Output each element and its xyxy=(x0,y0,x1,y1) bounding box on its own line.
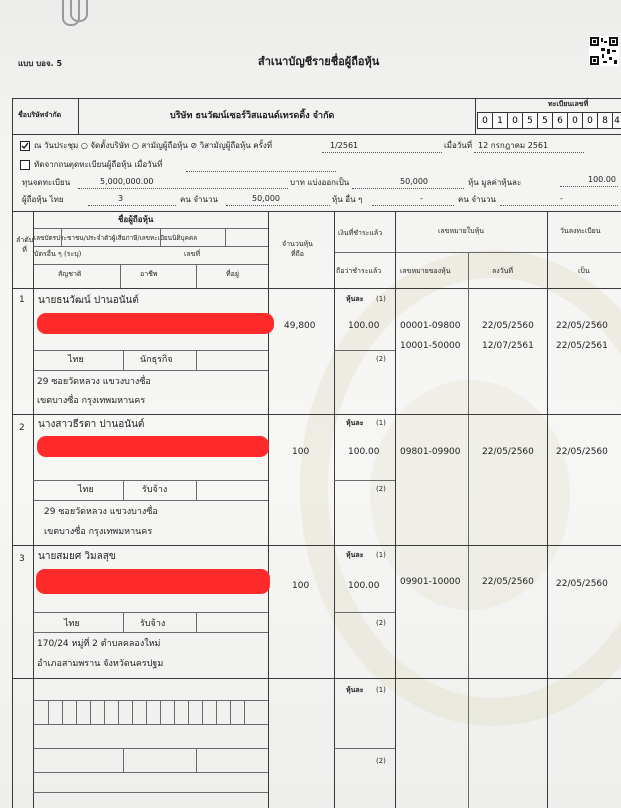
holders-other-label: หุ้น อื่น ๆ xyxy=(332,195,363,204)
note-1: (1) xyxy=(376,686,386,694)
transfer-text: ทัดจากถนตุดทะเบียนผู้ถือหุ้น เมื่อวันที่ xyxy=(34,160,163,169)
address-line2: เขตบางซื่อ กรุงเทพมหานคร xyxy=(37,396,146,406)
header-paid: เงินที่ชำระแล้ว xyxy=(338,229,383,237)
cert-number: 09901-10000 xyxy=(400,577,461,587)
shares-unit: หุ้น มูลค่าหุ้นละ xyxy=(468,178,522,187)
meeting-status-options: ณ วันประชุม ○ จัดตั้งบริษัท ○ สามัญผู้ถือหุ้น ⊘ วิสามัญผู้ถือหุ้น ครั้งที่ xyxy=(34,141,273,150)
shareholder-name: นายสมยศ วิมลสุข xyxy=(38,551,116,562)
note-1: (1) xyxy=(376,419,386,427)
reg-digit: 6 xyxy=(552,112,568,129)
header-nationality: สัญชาติ xyxy=(58,270,82,278)
header-address: ที่อยู่ xyxy=(226,270,239,278)
meeting-date: 12 กรกฎาคม 2561 xyxy=(478,141,549,150)
address-line1: 170/24 หมู่ที่ 2 ตำบลคลองใหม่ xyxy=(37,639,161,649)
shares-held: 100 xyxy=(292,447,310,457)
header-id: เลขบัตรประชาชน/ประจำตัวผู้เสียภาษี/เลขทะเบียนนิติบุคคล xyxy=(34,234,198,242)
per-share-label: หุ้นละ xyxy=(346,295,364,303)
row-no: 2 xyxy=(19,423,25,433)
holders-label: ผู้ถือหุ้น ไทย xyxy=(22,195,64,204)
cert-date: 22/05/2560 xyxy=(482,577,534,587)
reg-digit: 4 xyxy=(612,112,621,129)
capital-unit: บาท แบ่งออกเป็น xyxy=(290,178,350,187)
header-cert-number: เลขหมายของหุ้น xyxy=(400,267,451,275)
company-label: ชื่อบริษัทจำกัด xyxy=(18,111,62,119)
reg-date: 22/05/2560 xyxy=(556,321,608,331)
document-title: สำเนาบัญชีรายชื่อผู้ถือหุ้น xyxy=(258,55,380,68)
header-cert-no: เลขหมายใบหุ้น xyxy=(438,227,484,235)
header-reg-date: วันลงทะเบียน xyxy=(560,227,601,235)
reg-date: 22/05/2560 xyxy=(556,579,608,589)
paper-clip xyxy=(70,0,88,22)
reg-digit: 1 xyxy=(492,112,508,129)
nationality: ไทย xyxy=(64,619,80,629)
cert-date: 22/05/2560 xyxy=(482,447,534,457)
header-shares-held: จำนวนหุ้น ที่ถือ xyxy=(282,240,313,258)
shareholder-name: นายธนวัฒน์ ปานอนันต์ xyxy=(38,295,139,306)
shares-value: 50,000 xyxy=(400,177,428,186)
reg-digit: 5 xyxy=(522,112,538,129)
shares-held: 100 xyxy=(292,581,310,591)
header-reg-date-sub: เป็น xyxy=(578,267,590,275)
note-2: (2) xyxy=(376,485,386,493)
paid-amount: 100.00 xyxy=(348,321,380,331)
cert-number: 00001-09800 xyxy=(400,321,461,331)
holders-other-unit: คน จำนวน xyxy=(458,195,496,204)
note-2: (2) xyxy=(376,757,386,765)
meeting-number: 1/2561 xyxy=(330,141,359,150)
holders-count-label: คน จำนวน xyxy=(180,195,218,204)
address-line1: 29 ซอยวัดหลวง แขวงบางซื่อ xyxy=(44,507,158,517)
shareholder-name: นางสาวธีรดา ปานอนันต์ xyxy=(38,419,145,430)
header-other-id: บัตรอื่น ๆ (ระบุ) xyxy=(34,250,82,258)
redaction-bar xyxy=(37,313,274,334)
reg-digit: 0 xyxy=(567,112,583,129)
checkbox-icon xyxy=(20,160,30,170)
header-other-id-no: เลขที่ xyxy=(184,250,201,258)
holders-other-shares: - xyxy=(560,194,563,203)
note-1: (1) xyxy=(376,551,386,559)
shares-held: 49,800 xyxy=(284,321,316,331)
reg-digit: 8 xyxy=(597,112,613,129)
header-cert-date: ลงวันที่ xyxy=(492,267,514,275)
note-2: (2) xyxy=(376,619,386,627)
occupation: รับจ้าง xyxy=(142,485,168,495)
header-occupation: อาชีพ xyxy=(140,270,158,278)
header-no: ลำดับ ที่ xyxy=(16,236,34,254)
holders-thai: 3 xyxy=(118,194,124,203)
par-value: 100.00 xyxy=(588,175,616,184)
reg-digit: 0 xyxy=(477,112,493,129)
redaction-bar xyxy=(36,569,270,594)
redaction-bar xyxy=(37,436,269,457)
reg-date: 22/05/2560 xyxy=(556,447,608,457)
occupation: รับจ้าง xyxy=(140,619,166,629)
company-name: บริษัท ธนวัฒน์เซอร์วิสแอนด์เทรดดิ้ง จำกัด xyxy=(170,111,335,121)
per-share-label: หุ้นละ xyxy=(346,419,364,427)
row-no: 1 xyxy=(19,295,25,305)
capital-value: 5,000,000.00 xyxy=(100,177,154,186)
reg-date: 22/05/2561 xyxy=(556,341,608,351)
note-2: (2) xyxy=(376,355,386,363)
header-paid-per-share: ถือว่าชำระแล้ว xyxy=(336,267,382,275)
holders-other: - xyxy=(420,194,423,203)
form-code: แบบ บอจ. 5 xyxy=(18,59,63,68)
address-line1: 29 ซอยวัดหลวง แขวงบางซื่อ xyxy=(37,377,151,387)
note-1: (1) xyxy=(376,295,386,303)
cert-number: 10001-50000 xyxy=(400,341,461,351)
occupation: นักธุรกิจ xyxy=(140,355,173,365)
address-line2: เขตบางซื่อ กรุงเทพมหานคร xyxy=(44,527,153,537)
cert-date: 22/05/2560 xyxy=(482,321,534,331)
checkbox-icon xyxy=(20,141,30,151)
header-name: ชื่อผู้ถือหุ้น xyxy=(118,215,154,224)
reg-digit: 0 xyxy=(507,112,523,129)
per-share-label: หุ้นละ xyxy=(346,686,364,694)
paid-amount: 100.00 xyxy=(348,447,380,457)
date-label: เมื่อวันที่ xyxy=(444,141,473,150)
holders-shares: 50,000 xyxy=(252,194,280,203)
reg-digit: 5 xyxy=(537,112,553,129)
cert-number: 09801-09900 xyxy=(400,447,461,457)
address-line2: อำเภอสามพราน จังหวัดนครปฐม xyxy=(37,659,164,669)
nationality: ไทย xyxy=(78,485,94,495)
per-share-label: หุ้นละ xyxy=(346,551,364,559)
qr-code-icon xyxy=(589,36,619,66)
row-no: 3 xyxy=(19,554,25,564)
registration-label: ทะเบียนเลขที่ xyxy=(548,100,589,108)
capital-label: ทุนจดทะเบียน xyxy=(22,178,71,187)
cert-date: 12/07/2561 xyxy=(482,341,534,351)
nationality: ไทย xyxy=(68,355,84,365)
paid-amount: 100.00 xyxy=(348,581,380,591)
reg-digit: 0 xyxy=(582,112,598,129)
